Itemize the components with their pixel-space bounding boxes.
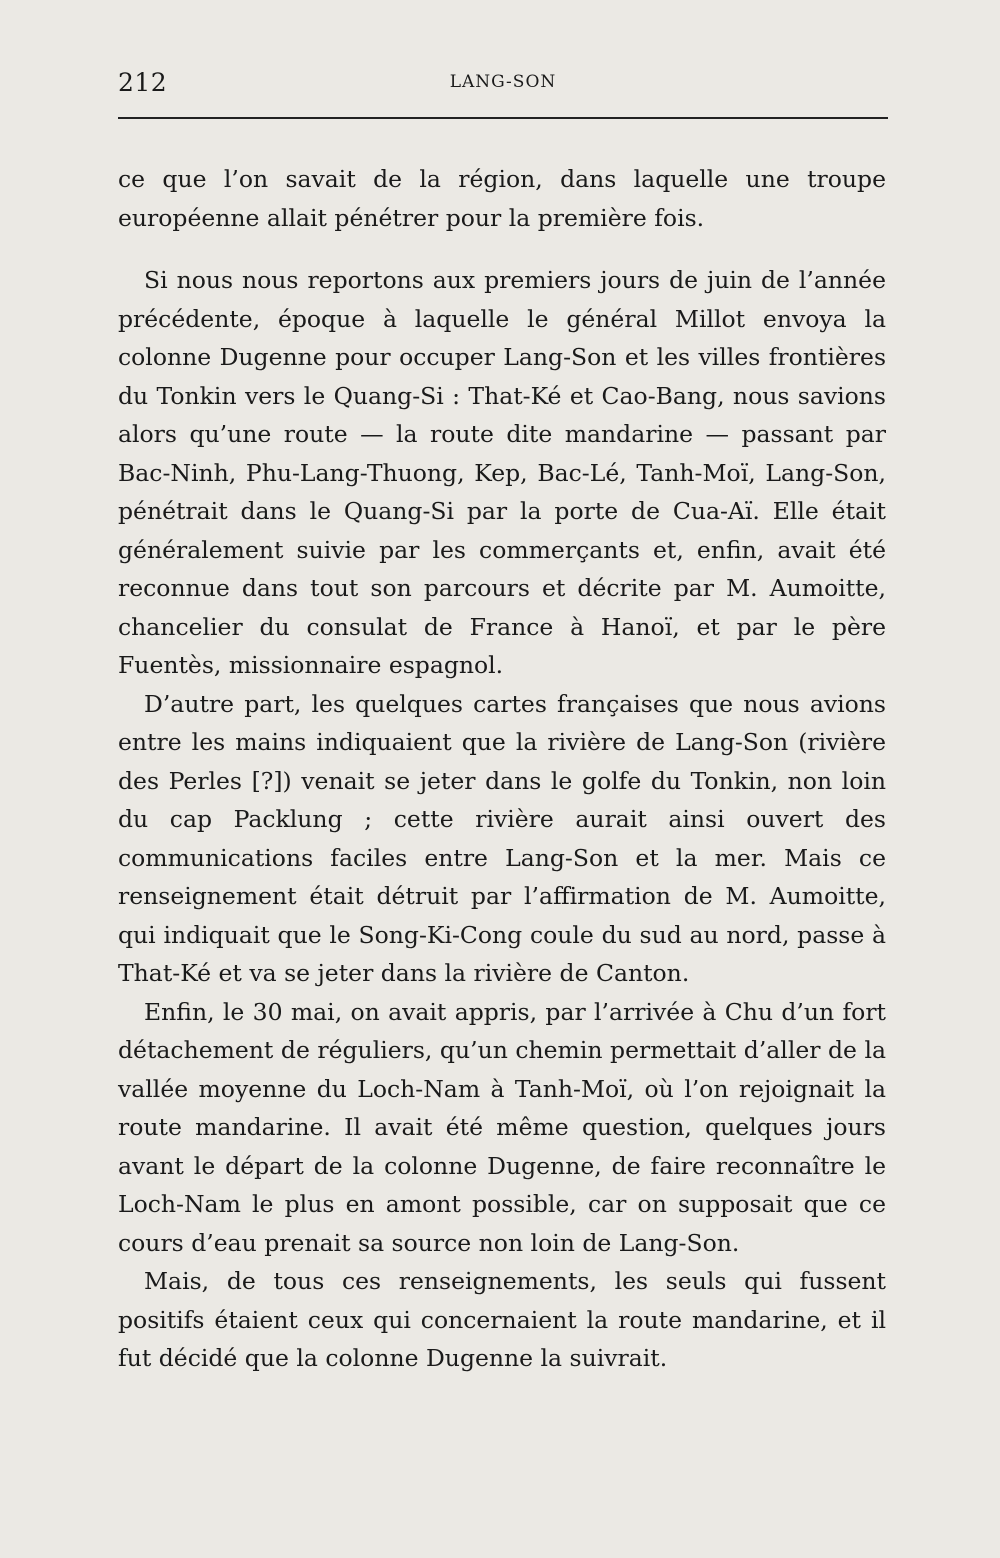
paragraph: D’autre part, les quelques cartes françaises que nous avions entre les mains indiquaient que la rivière de Lang-Son (rivière des Perles [?]) venait se jeter dans le golfe du Tonkin, non loin du cap Packlung ; cette rivière aurait ainsi ouvert des communications faciles entre Lang-Son et la mer. Mais ce renseignement était détruit par l’affirmation de M. Aumoitte, qui indiquait que le Song-Ki-Cong coule du sud au nord, passe à That-Ké et va se jeter dans la rivière de Canton. [118, 689, 886, 987]
header-rule [118, 117, 888, 119]
paragraph: Mais, de tous ces renseignements, les seuls qui fussent positifs étaient ceux qui concernaient la route mandarine, et il fut décidé que la colonne Dugenne la suivrait. [118, 1267, 886, 1372]
running-title: LANG-SON [449, 72, 557, 92]
paragraph: Enfin, le 30 mai, on avait appris, par l’arrivée à Chu d’un fort détachement de réguliers, qu’un chemin permettait d’aller de la vallée moyenne du Loch-Nam à Tanh-Moï, où l’on rejoignait la route mandarine. Il avait été même question, quelques jours avant le départ de la colonne Dugenne, de faire reconnaître le Loch-Nam le plus en amont possible, car on supposait que ce cours d’eau prenait sa source non loin de Lang-Son. [118, 997, 886, 1257]
running-head [118, 68, 888, 108]
page-number: 212 [118, 68, 168, 97]
paragraph-continuation: ce que l’on savait de la région, dans laquelle une troupe européenne allait pénétrer pour la première fois. [118, 165, 886, 232]
paragraph: Si nous nous reportons aux premiers jours de juin de l’année précédente, époque à laquelle le général Millot envoya la colonne Dugenne pour occuper Lang-Son et les villes frontières du Tonkin vers le Quang-Si : That-Ké et Cao-Bang, nous savions alors qu’une route — la route dite mandarine — passant par Bac-Ninh, Phu-Lang-Thuong, Kep, Bac-Lé, Tanh-Moï, Lang-Son, pénétrait dans le Quang-Si par la porte de Cua-Aï. Elle était généralement suivie par les commerçants et, enfin, avait été reconnue dans tout son parcours et décrite par M. Aumoitte, chancelier du consulat de France à Hanoï, et par le père Fuentès, missionnaire espagnol. [118, 266, 886, 679]
body-text [118, 160, 886, 1378]
